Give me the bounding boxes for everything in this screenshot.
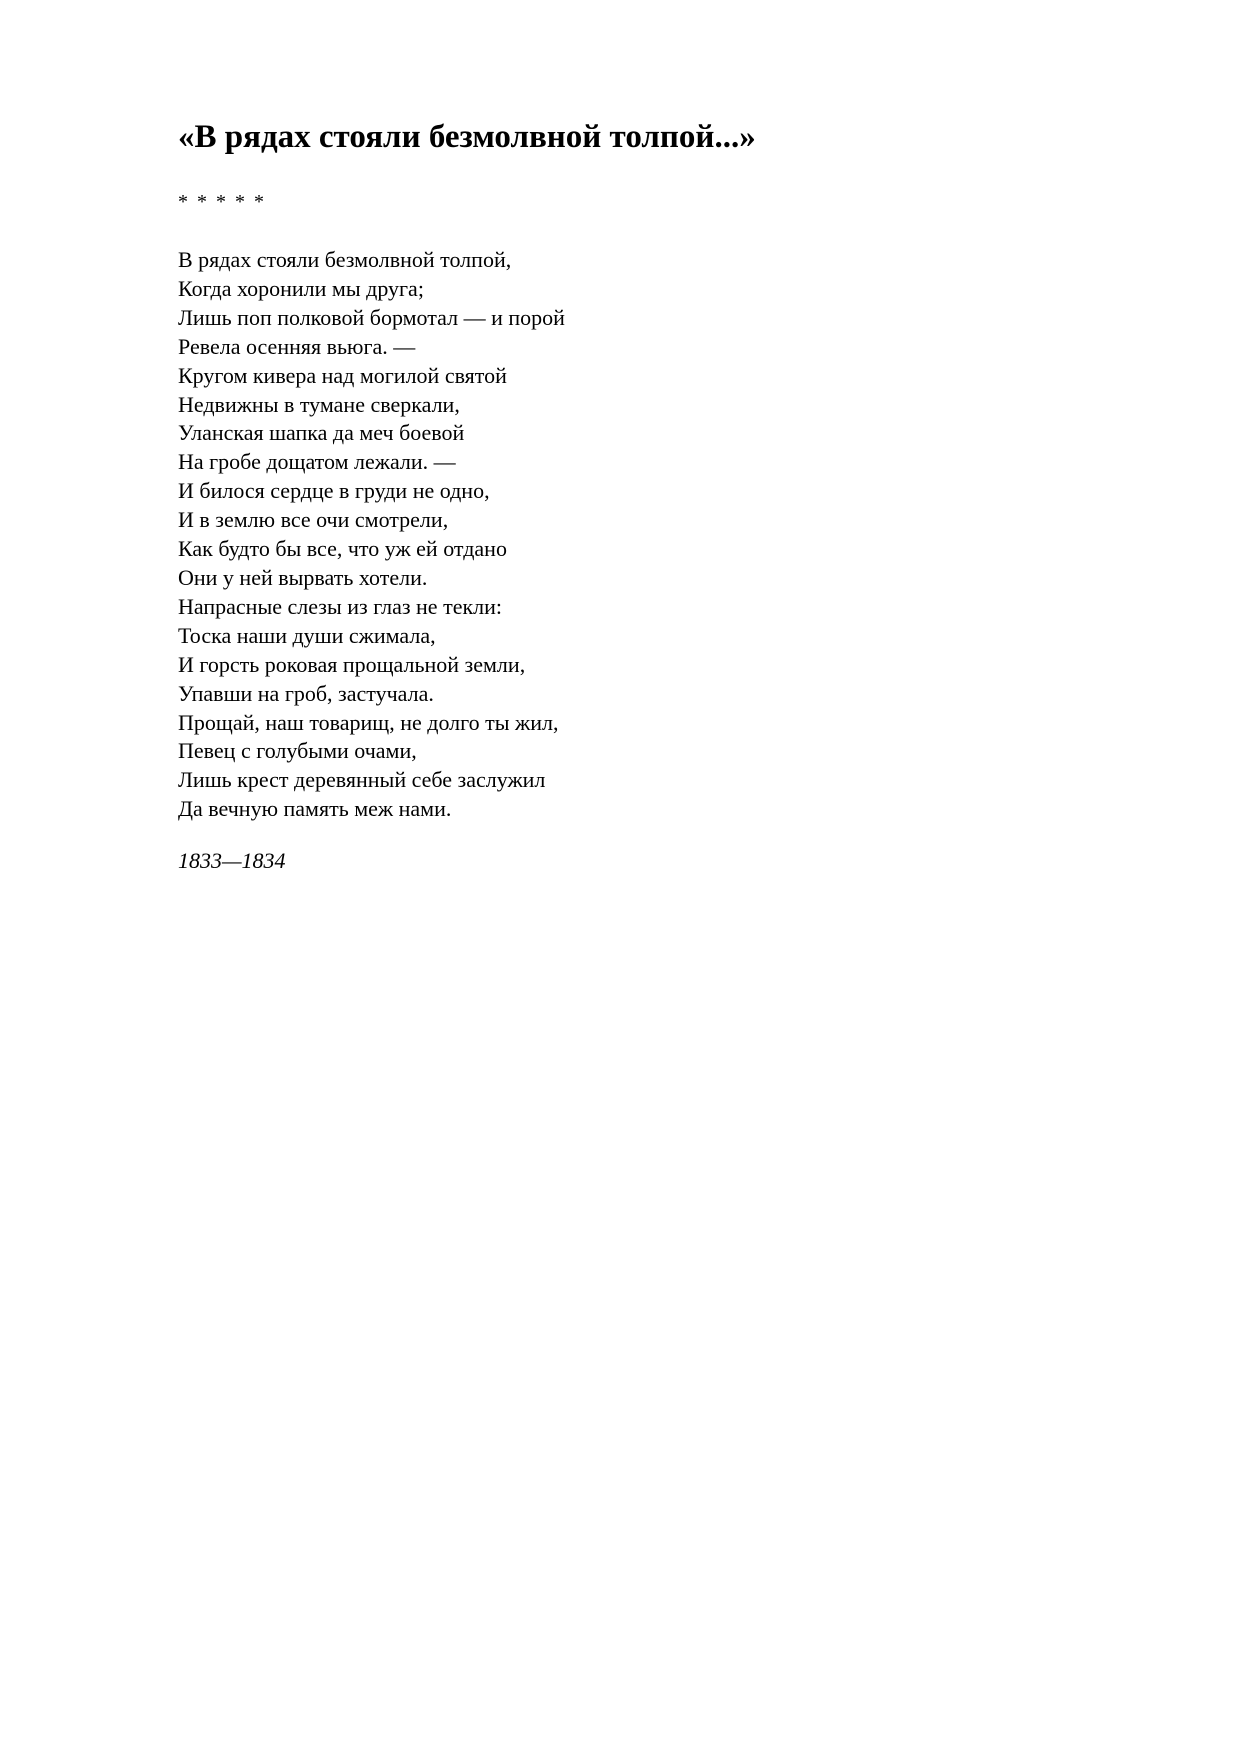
- poem-line: Когда хоронили мы друга;: [178, 275, 424, 301]
- poem-line: Лишь поп полковой бормотал — и порой: [178, 304, 565, 330]
- poem-body: [178, 246, 1078, 824]
- poem-line: Как будто бы все, что уж ей отдано: [178, 536, 507, 562]
- poem-line: И билося сердце в груди не одно,: [178, 478, 490, 504]
- poem-line: Упавши на гроб, застучала.: [178, 680, 434, 706]
- poem-date: 1833—1834: [178, 848, 286, 874]
- poem-line: Кругом кивера над могилой святой: [178, 362, 507, 388]
- poem-line: И в землю все очи смотрели,: [178, 507, 449, 533]
- poem-title: «В рядах стояли безмолвной толпой...»: [178, 119, 756, 155]
- poem-line: Уланская шапка да меч боевой: [178, 420, 465, 446]
- poem-line: И горсть роковая прощальной земли,: [178, 651, 526, 677]
- poem-line: На гробе дощатом лежали. —: [178, 449, 456, 475]
- document-content: [178, 117, 1078, 875]
- poem-line: Тоска наши души сжимала,: [178, 622, 436, 648]
- poem-line: Певец с голубыми очами,: [178, 738, 417, 764]
- poem-line: Прощай, наш товарищ, не долго ты жил,: [178, 709, 559, 735]
- poem-line: В рядах стояли безмолвной толпой,: [178, 247, 512, 272]
- poem-line: Да вечную память меж нами.: [178, 796, 452, 822]
- poem-line: Напрасные слезы из глаз не текли:: [178, 593, 503, 619]
- poem-line: Недвижны в тумане сверкали,: [178, 391, 460, 417]
- poem-line: Лишь крест деревянный себе заслужил: [178, 767, 546, 793]
- section-separator: * * * * *: [178, 191, 266, 213]
- poem-line: Они у ней вырвать хотели.: [178, 564, 428, 590]
- poem-line: Ревела осенняя вьюга. —: [178, 333, 416, 359]
